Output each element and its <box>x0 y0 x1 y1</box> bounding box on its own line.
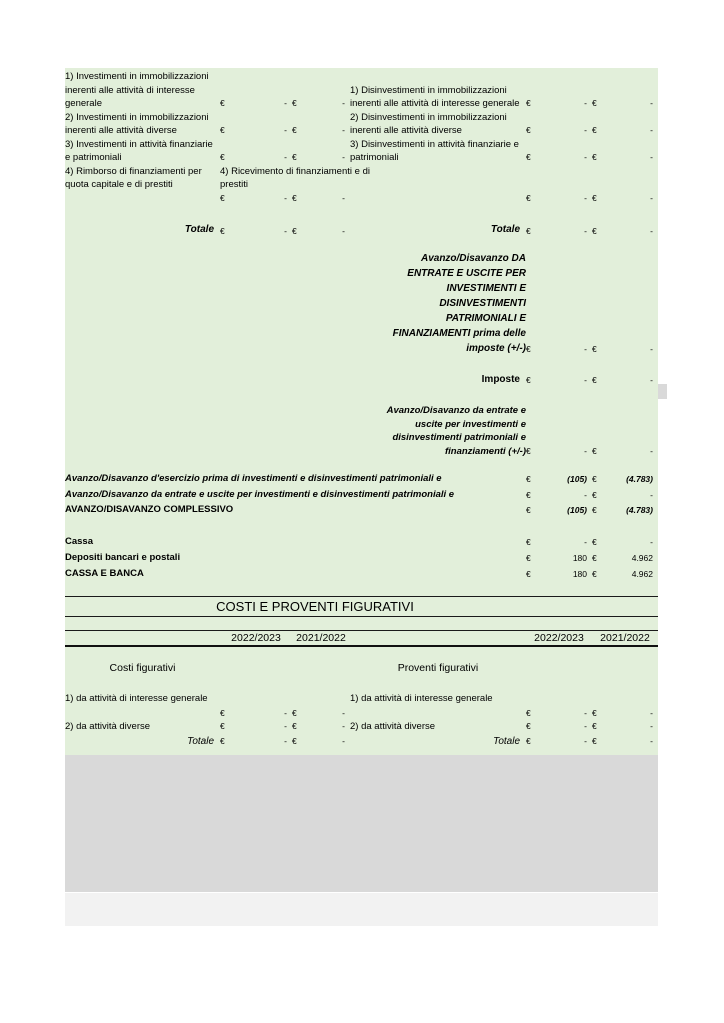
summary-block1-cell <box>350 251 658 356</box>
amount-value: 180 <box>572 553 587 563</box>
amount-value: 180 <box>572 569 587 579</box>
amount-value: - <box>284 736 287 746</box>
figurativi-titles-row <box>65 662 658 676</box>
footer-strip <box>65 893 658 926</box>
amount-value: - <box>342 225 345 236</box>
summary-label: Avanzo/Disavanzo da entrate e uscite per investimenti e disinvestimenti patrimoniali e finanziamenti (+/-) <box>386 405 526 457</box>
euro-symbol: € <box>592 537 597 547</box>
euro-symbol: € <box>526 553 531 563</box>
euro-symbol: € <box>292 721 297 731</box>
totale-label: Totale <box>493 735 520 747</box>
euro-symbol: € <box>220 707 225 718</box>
euro-symbol: € <box>592 374 597 385</box>
amount-value: - <box>650 537 653 547</box>
amount-value: - <box>650 225 653 236</box>
invest-right-cell <box>220 165 396 192</box>
summary-block2-cell <box>350 404 658 458</box>
row-label: 2) da attività diverse <box>350 721 436 732</box>
euro-symbol: € <box>592 505 597 515</box>
amount-value: - <box>284 98 287 108</box>
result-row <box>65 487 658 503</box>
euro-symbol: € <box>292 125 297 135</box>
euro-symbol: € <box>220 192 225 203</box>
euro-symbol: € <box>592 125 597 135</box>
euro-symbol: € <box>526 505 531 515</box>
invest-row <box>65 165 658 192</box>
euro-symbol: € <box>292 152 297 162</box>
amount-value: - <box>650 192 653 203</box>
amount-value: - <box>650 152 653 162</box>
row-label: 1) da attività di interesse generale <box>350 693 493 704</box>
amount-value: - <box>342 721 345 731</box>
totale-left <box>65 222 350 238</box>
amount-value: - <box>584 707 587 718</box>
amount-value: - <box>284 125 287 135</box>
euro-symbol: € <box>592 489 597 500</box>
euro-symbol: € <box>220 736 225 746</box>
column-title: Proventi figurativi <box>397 662 479 674</box>
row-label: 3) Disinvestimenti in attività finanziarie e patrimoniali <box>350 138 519 163</box>
invest-left-cell <box>65 111 350 138</box>
amount-value: - <box>584 125 587 135</box>
amount-value: - <box>650 125 653 135</box>
euro-symbol: € <box>526 152 531 162</box>
amount-value: - <box>584 192 587 203</box>
cash-row <box>65 534 658 550</box>
row-label: 4) Ricevimento di finanziamenti e di prestiti <box>220 165 370 190</box>
summary-block2-row <box>65 404 658 458</box>
fig-left-cell <box>65 720 350 734</box>
euro-symbol: € <box>526 569 531 579</box>
invest-left-cell <box>65 70 350 111</box>
totale-label: Totale <box>187 735 214 747</box>
amount-value: - <box>650 374 653 385</box>
figurativi-totale-row <box>65 734 658 749</box>
amount-value: - <box>584 98 587 108</box>
fig-right-cell <box>350 692 658 720</box>
amount-value: - <box>284 152 287 162</box>
euro-symbol: € <box>526 343 531 354</box>
invest-left-cell <box>65 138 350 165</box>
amount-value: - <box>584 343 587 354</box>
euro-symbol: € <box>220 125 225 135</box>
amount-value: - <box>650 736 653 746</box>
amount-value: - <box>584 537 587 547</box>
report-sheet <box>65 68 658 755</box>
euro-symbol: € <box>526 474 531 484</box>
amount-value: (4.783) <box>626 474 653 484</box>
row-label: 2) Investimenti in immobilizzazioni inerenti alle attività diverse <box>65 111 209 136</box>
result-label: AVANZO/DISAVANZO COMPLESSIVO <box>65 504 234 515</box>
euro-symbol: € <box>526 192 531 203</box>
gray-block <box>65 755 658 892</box>
euro-symbol: € <box>220 225 225 236</box>
row-label: 1) Investimenti in immobilizzazioni inerenti alle attività di interesse generale <box>65 71 209 109</box>
amount-value: (105) <box>567 474 587 484</box>
euro-symbol: € <box>526 445 531 456</box>
euro-symbol: € <box>592 553 597 563</box>
euro-symbol: € <box>526 537 531 547</box>
amount-value: - <box>584 736 587 746</box>
fig-totale-right <box>350 734 658 749</box>
invest-left-cell <box>65 165 220 192</box>
euro-symbol: € <box>526 721 531 731</box>
euro-symbol: € <box>592 736 597 746</box>
amount-value: - <box>342 707 345 718</box>
amount-value: - <box>584 445 587 456</box>
euro-symbol: € <box>220 721 225 731</box>
amount-value: - <box>284 707 287 718</box>
divider-line-thick <box>65 645 658 647</box>
amount-value: 4.962 <box>631 569 653 579</box>
scrollbar-artifact <box>658 384 667 399</box>
fig-left-cell <box>65 692 350 720</box>
amount-value: (105) <box>567 505 587 515</box>
amount-value: - <box>650 489 653 500</box>
result-row <box>65 471 658 487</box>
totale-row <box>65 222 658 238</box>
invest-right-cell <box>350 192 658 206</box>
euro-symbol: € <box>526 374 531 385</box>
totale-label: Totale <box>490 224 520 235</box>
invest-left-cell <box>65 192 350 206</box>
cash-label: CASSA E BANCA <box>65 567 144 579</box>
row-label: 2) Disinvestimenti in immobilizzazioni inerenti alle attività diverse <box>350 111 507 136</box>
amount-value: - <box>342 98 345 108</box>
figurativi-row <box>65 692 658 720</box>
euro-symbol: € <box>292 707 297 718</box>
amount-value: 4.962 <box>631 553 653 563</box>
euro-symbol: € <box>292 225 297 236</box>
amount-value: - <box>584 225 587 236</box>
fig-right-cell <box>350 720 658 734</box>
row-label: 1) da attività di interesse generale <box>65 693 208 704</box>
amount-value: - <box>650 721 653 731</box>
euro-symbol: € <box>220 152 225 162</box>
row-label: 2) da attività diverse <box>65 721 151 732</box>
euro-symbol: € <box>592 343 597 354</box>
totale-right <box>350 222 658 238</box>
result-label: Avanzo/Disavanzo da entrate e uscite per investimenti e disinvestimenti patrimoniali e <box>65 488 455 500</box>
row-label: 4) Rimborso di finanziamenti per quota capitale e di prestiti <box>65 165 202 190</box>
fig-totale-left <box>65 734 350 749</box>
amount-value: - <box>584 489 587 500</box>
year-header: 2022/2023 <box>231 631 281 644</box>
year-header: 2021/2022 <box>600 631 650 644</box>
invest-values-row <box>65 192 658 206</box>
euro-symbol: € <box>592 152 597 162</box>
year-header: 2022/2023 <box>534 631 584 644</box>
invest-row <box>65 111 658 138</box>
euro-symbol: € <box>592 474 597 484</box>
amount-value: - <box>342 125 345 135</box>
cash-row <box>65 550 658 566</box>
invest-right-cell <box>350 138 658 165</box>
summary-block1-row <box>65 251 658 356</box>
euro-symbol: € <box>526 736 531 746</box>
euro-symbol: € <box>526 125 531 135</box>
imposte-cell <box>350 372 658 387</box>
euro-symbol: € <box>592 721 597 731</box>
euro-symbol: € <box>292 736 297 746</box>
invest-row <box>65 138 658 165</box>
euro-symbol: € <box>526 98 531 108</box>
euro-symbol: € <box>592 98 597 108</box>
euro-symbol: € <box>592 445 597 456</box>
amount-value: - <box>342 152 345 162</box>
row-label: 1) Disinvestimenti in immobilizzazioni inerenti alle attività di interesse generale <box>350 84 520 109</box>
amount-value: - <box>650 707 653 718</box>
cash-label: Depositi bancari e postali <box>65 551 181 563</box>
euro-symbol: € <box>592 192 597 203</box>
invest-row <box>65 70 658 111</box>
euro-symbol: € <box>592 569 597 579</box>
euro-symbol: € <box>292 98 297 108</box>
amount-value: - <box>584 721 587 731</box>
euro-symbol: € <box>526 225 531 236</box>
amount-value: - <box>342 736 345 746</box>
totale-label: Totale <box>184 224 214 235</box>
cash-label: Cassa <box>65 535 93 547</box>
imposte-row <box>65 372 658 387</box>
euro-symbol: € <box>526 707 531 718</box>
amount-value: - <box>650 445 653 456</box>
amount-value: - <box>584 152 587 162</box>
amount-value: - <box>584 374 587 385</box>
amount-value: - <box>284 225 287 236</box>
row-label: 3) Investimenti in attività finanziarie e patrimoniali <box>65 138 213 163</box>
amount-value: (4.783) <box>626 505 653 515</box>
invest-right-cell <box>350 84 658 111</box>
amount-value: - <box>650 98 653 108</box>
imposte-label: Imposte <box>481 374 520 385</box>
year-header-row <box>65 631 658 646</box>
euro-symbol: € <box>220 98 225 108</box>
result-label: Avanzo/Disavanzo d'esercizio prima di investimenti e disinvestimenti patrimoniali e <box>65 473 442 484</box>
euro-symbol: € <box>592 225 597 236</box>
euro-symbol: € <box>526 489 531 500</box>
result-row <box>65 502 658 518</box>
amount-value: - <box>284 721 287 731</box>
year-header: 2021/2022 <box>296 631 346 644</box>
amount-value: - <box>284 192 287 203</box>
euro-symbol: € <box>592 707 597 718</box>
amount-value: - <box>650 343 653 354</box>
figurativi-row <box>65 720 658 734</box>
section-heading: COSTI E PROVENTI FIGURATIVI <box>216 598 414 614</box>
amount-value: - <box>342 192 345 203</box>
column-title: Costi figurativi <box>109 662 176 674</box>
cash-row <box>65 566 658 582</box>
euro-symbol: € <box>292 192 297 203</box>
report-page <box>65 68 658 926</box>
summary-label: Avanzo/Disavanzo DA ENTRATE E USCITE PER INVESTIMENTI E DISINVESTIMENTI PATRIMONIALI E FINANZIAMENTI prima delle imposte (+/-) <box>392 253 526 354</box>
invest-right-cell <box>350 111 658 138</box>
